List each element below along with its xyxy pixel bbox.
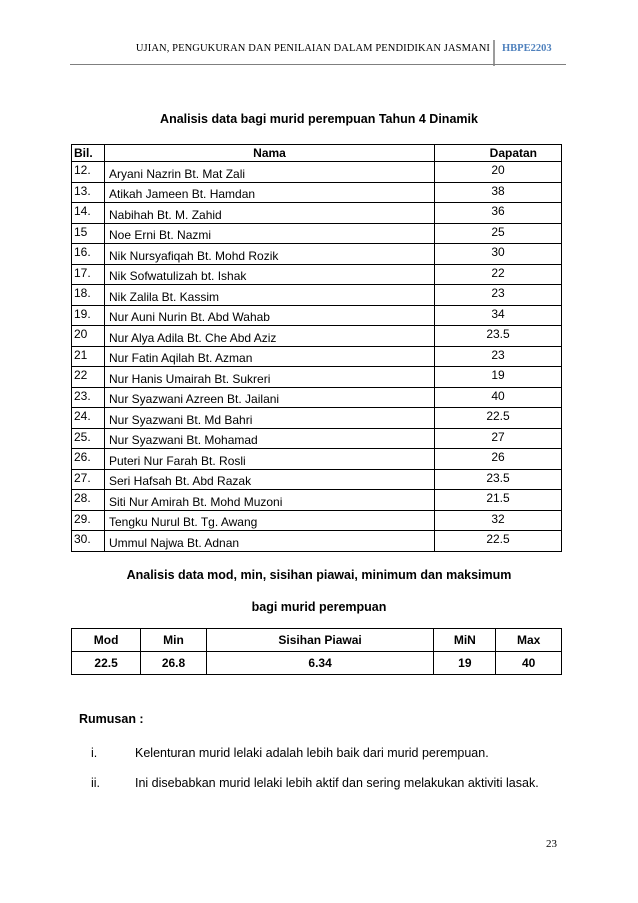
row-bil: 12. bbox=[72, 162, 105, 183]
row-dapatan: 21.5 bbox=[435, 490, 562, 511]
stats-value-max: 40 bbox=[496, 652, 562, 675]
rumusan-point-text: Ini disebabkan murid lelaki lebih aktif dan sering melakukan aktiviti lasak. bbox=[135, 776, 539, 790]
row-dapatan: 19 bbox=[435, 367, 562, 388]
row-nama: Nik Zalila Bt. Kassim bbox=[105, 285, 435, 306]
row-bil: 30. bbox=[72, 531, 105, 552]
row-dapatan: 22.5 bbox=[435, 408, 562, 429]
row-dapatan: 23 bbox=[435, 285, 562, 306]
student-table bbox=[71, 144, 562, 552]
row-nama: Nur Fatin Aqilah Bt. Azman bbox=[105, 346, 435, 367]
row-dapatan: 30 bbox=[435, 244, 562, 265]
table-row bbox=[72, 305, 562, 326]
header-separator bbox=[493, 40, 495, 66]
row-bil: 14. bbox=[72, 203, 105, 224]
table-row bbox=[72, 223, 562, 244]
row-bil: 17. bbox=[72, 264, 105, 285]
row-bil: 18. bbox=[72, 285, 105, 306]
row-nama: Seri Hafsah Bt. Abd Razak bbox=[105, 469, 435, 490]
stats-value-minimum: 19 bbox=[434, 652, 496, 675]
row-nama: Nik Sofwatulizah bt. Ishak bbox=[105, 264, 435, 285]
student-table-body bbox=[72, 162, 562, 552]
row-bil: 22 bbox=[72, 367, 105, 388]
row-bil: 28. bbox=[72, 490, 105, 511]
row-bil: 25. bbox=[72, 428, 105, 449]
row-dapatan: 23.5 bbox=[435, 326, 562, 347]
row-bil: 16. bbox=[72, 244, 105, 265]
row-nama: Siti Nur Amirah Bt. Mohd Muzoni bbox=[105, 490, 435, 511]
row-bil: 23. bbox=[72, 387, 105, 408]
row-bil: 15 bbox=[72, 223, 105, 244]
header-rule bbox=[70, 64, 566, 65]
row-bil: 27. bbox=[72, 469, 105, 490]
row-nama: Tengku Nurul Bt. Tg. Awang bbox=[105, 510, 435, 531]
table-row bbox=[72, 428, 562, 449]
row-nama: Nabihah Bt. M. Zahid bbox=[105, 203, 435, 224]
row-nama: Nik Nursyafiqah Bt. Mohd Rozik bbox=[105, 244, 435, 265]
table-row bbox=[72, 469, 562, 490]
row-bil: 20 bbox=[72, 326, 105, 347]
header-course-code: HBPE2203 bbox=[502, 43, 552, 54]
stats-value-min: 26.8 bbox=[141, 652, 207, 675]
table-row bbox=[72, 285, 562, 306]
rumusan-point-text: Kelenturan murid lelaki adalah lebih baik dari murid perempuan. bbox=[135, 746, 489, 760]
table-row bbox=[72, 449, 562, 470]
row-nama: Noe Erni Bt. Nazmi bbox=[105, 223, 435, 244]
table-row bbox=[72, 244, 562, 265]
row-dapatan: 20 bbox=[435, 162, 562, 183]
table-row bbox=[72, 182, 562, 203]
stats-value-sisihan-piawai: 6.34 bbox=[206, 652, 433, 675]
row-nama: Nur Syazwani Azreen Bt. Jailani bbox=[105, 387, 435, 408]
stats-header-minimum: MiN bbox=[434, 629, 496, 652]
col-header-dapatan: Dapatan bbox=[435, 145, 562, 162]
table-row bbox=[72, 203, 562, 224]
stats-header-mod: Mod bbox=[72, 629, 141, 652]
row-dapatan: 22.5 bbox=[435, 531, 562, 552]
table-row bbox=[72, 408, 562, 429]
row-dapatan: 38 bbox=[435, 182, 562, 203]
row-nama: Aryani Nazrin Bt. Mat Zali bbox=[105, 162, 435, 183]
header-title: UJIAN, PENGUKURAN DAN PENILAIAN DALAM PENDIDIKAN JASMANI bbox=[135, 43, 490, 54]
table-row bbox=[72, 531, 562, 552]
table1-title: Analisis data bagi murid perempuan Tahun 4 Dinamik bbox=[160, 112, 478, 126]
table-row bbox=[72, 326, 562, 347]
table-row bbox=[72, 346, 562, 367]
table-row bbox=[72, 387, 562, 408]
page-number: 23 bbox=[546, 838, 557, 850]
stats-header-row bbox=[72, 629, 562, 652]
row-dapatan: 23.5 bbox=[435, 469, 562, 490]
row-dapatan: 22 bbox=[435, 264, 562, 285]
row-nama: Nur Hanis Umairah Bt. Sukreri bbox=[105, 367, 435, 388]
row-nama: Atikah Jameen Bt. Hamdan bbox=[105, 182, 435, 203]
table-row bbox=[72, 367, 562, 388]
table-row bbox=[72, 490, 562, 511]
table-row bbox=[72, 162, 562, 183]
stats-table bbox=[71, 628, 562, 675]
stats-value-mod: 22.5 bbox=[72, 652, 141, 675]
rumusan-point-number: ii. bbox=[91, 776, 101, 790]
row-nama: Nur Syazwani Bt. Mohamad bbox=[105, 428, 435, 449]
stats-header-min: Min bbox=[141, 629, 207, 652]
row-dapatan: 27 bbox=[435, 428, 562, 449]
row-bil: 24. bbox=[72, 408, 105, 429]
col-header-nama: Nama bbox=[105, 145, 435, 162]
row-dapatan: 36 bbox=[435, 203, 562, 224]
row-nama: Nur Syazwani Bt. Md Bahri bbox=[105, 408, 435, 429]
row-bil: 26. bbox=[72, 449, 105, 470]
row-dapatan: 26 bbox=[435, 449, 562, 470]
student-table-header-row bbox=[72, 145, 562, 162]
row-bil: 19. bbox=[72, 305, 105, 326]
col-header-bil: Bil. bbox=[72, 145, 105, 162]
table2-title-line2: bagi murid perempuan bbox=[251, 600, 387, 614]
row-dapatan: 32 bbox=[435, 510, 562, 531]
rumusan-point-number: i. bbox=[91, 746, 98, 760]
stats-value-row bbox=[72, 652, 562, 675]
table-row bbox=[72, 264, 562, 285]
stats-header-sisihan-piawai: Sisihan Piawai bbox=[206, 629, 433, 652]
row-dapatan: 23 bbox=[435, 346, 562, 367]
row-bil: 13. bbox=[72, 182, 105, 203]
row-dapatan: 34 bbox=[435, 305, 562, 326]
row-bil: 21 bbox=[72, 346, 105, 367]
stats-header-max: Max bbox=[496, 629, 562, 652]
row-dapatan: 25 bbox=[435, 223, 562, 244]
row-bil: 29. bbox=[72, 510, 105, 531]
row-nama: Nur Auni Nurin Bt. Abd Wahab bbox=[105, 305, 435, 326]
row-dapatan: 40 bbox=[435, 387, 562, 408]
page-header bbox=[0, 40, 638, 66]
row-nama: Nur Alya Adila Bt. Che Abd Aziz bbox=[105, 326, 435, 347]
row-nama: Ummul Najwa Bt. Adnan bbox=[105, 531, 435, 552]
row-nama: Puteri Nur Farah Bt. Rosli bbox=[105, 449, 435, 470]
table-row bbox=[72, 510, 562, 531]
table2-title-line1: Analisis data mod, min, sisihan piawai, minimum dan maksimum bbox=[126, 568, 512, 582]
rumusan-heading: Rumusan : bbox=[79, 712, 144, 726]
